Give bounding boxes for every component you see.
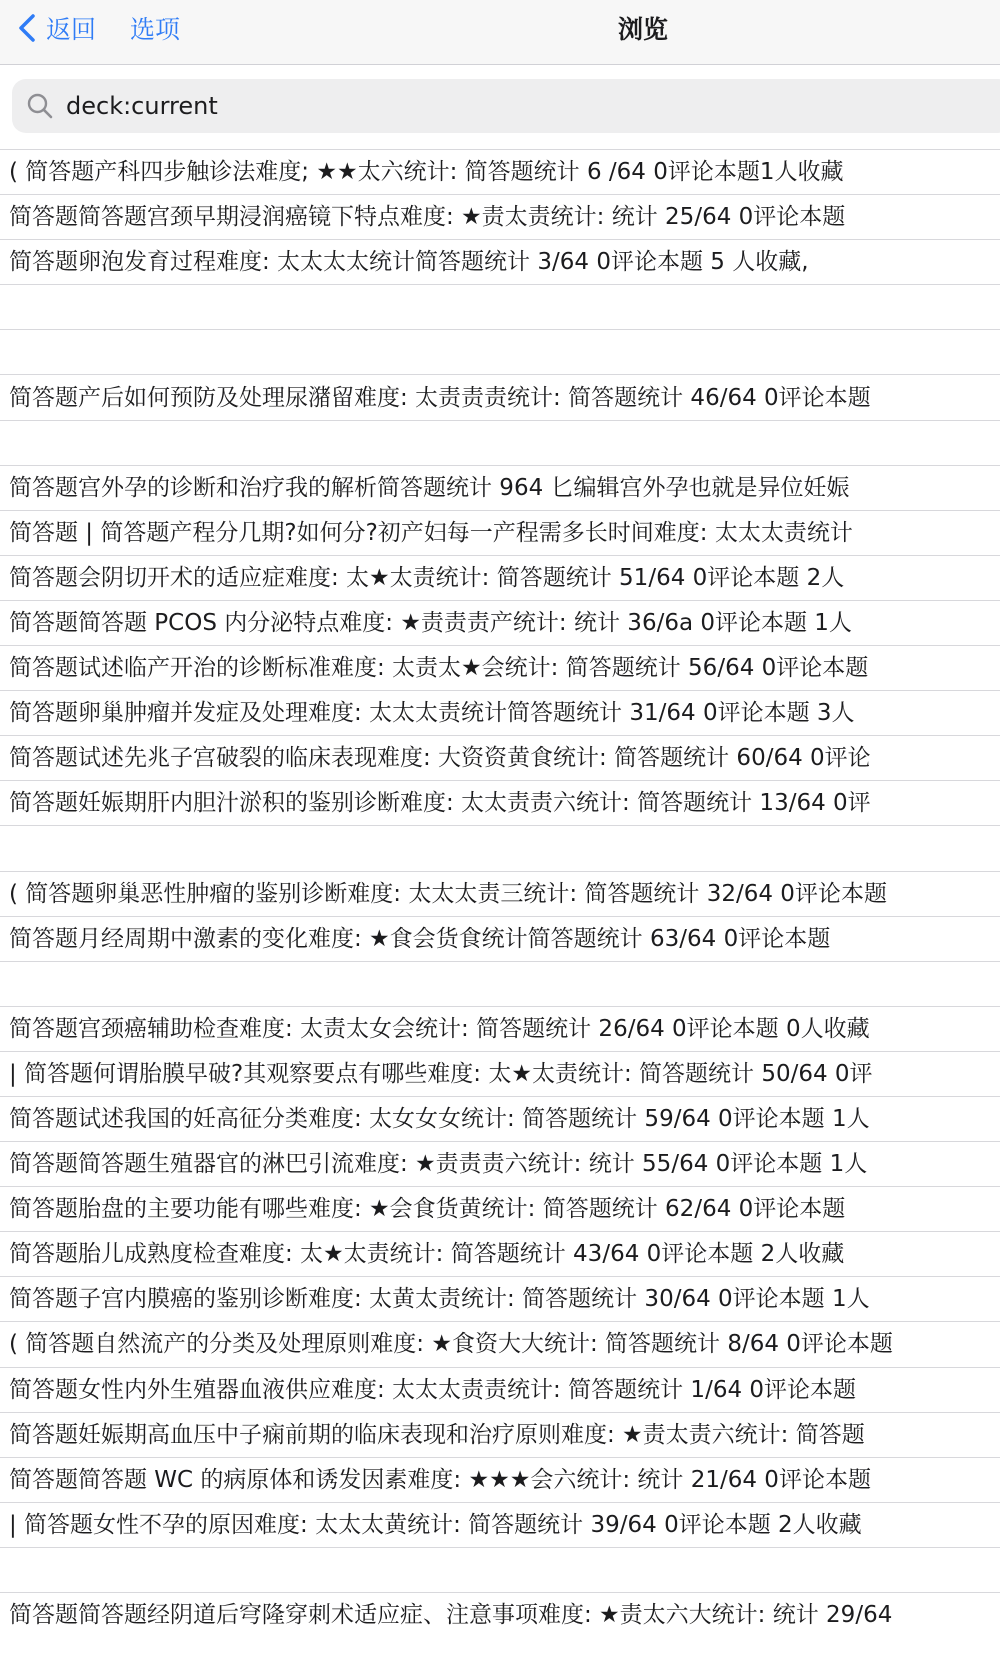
list-item[interactable] [0, 1547, 1000, 1592]
list-item[interactable] [0, 239, 1000, 284]
back-label: 返回 [46, 15, 97, 44]
list-item-label: 简答题胎盘的主要功能有哪些难度: ★会食货黄统计: 简答题统计 62/64 0评论本题 [9, 1196, 846, 1223]
list-item-label: ( 简答题卵巢恶性肿瘤的鉴别诊断难度: 太太太责三统计: 简答题统计 32/64 0评论本题 [9, 880, 887, 907]
list-item-label: ( 简答题自然流产的分类及处理原则难度: ★食资大大统计: 简答题统计 8/64 0评论本题 [9, 1331, 893, 1358]
list-item-label: 简答题卵泡发育过程难度: 太太太太统计简答题统计 3/64 0评论本题 5 人收藏, [9, 249, 809, 276]
list-item-label: 简答题试述我国的妊高征分类难度: 太女女女统计: 简答题统计 59/64 0评论本题 1人 [9, 1106, 870, 1133]
list-item-label: 简答题子宫内膜癌的鉴别诊断难度: 太黄太责统计: 简答题统计 30/64 0评论本题 1人 [9, 1286, 870, 1313]
list-item[interactable] [0, 284, 1000, 329]
list-item[interactable] [0, 1141, 1000, 1186]
list-item-label: 简答题产后如何预防及处理尿潴留难度: 太责责责统计: 简答题统计 46/64 0评论本题 [9, 384, 871, 411]
list-item[interactable] [0, 465, 1000, 510]
list-item[interactable] [0, 1006, 1000, 1051]
list-item[interactable] [0, 1186, 1000, 1231]
list-item[interactable] [0, 1321, 1000, 1366]
list-item[interactable] [0, 961, 1000, 1006]
list-item-label: 简答题卵巢肿瘤并发症及处理难度: 太太太责统计简答题统计 31/64 0评论本题 3人 [9, 700, 855, 727]
list-item[interactable] [0, 1231, 1000, 1276]
list-item-label: 简答题月经周期中激素的变化难度: ★食会货食统计简答题统计 63/64 0评论本题 [9, 925, 831, 952]
list-item[interactable] [0, 1367, 1000, 1412]
list-item[interactable] [0, 420, 1000, 465]
page-title: 浏览 [618, 15, 669, 44]
list-item-label: 简答题简答题 WC 的病原体和诱发因素难度: ★★★会六统计: 统计 21/64 0评论本题 [9, 1466, 871, 1493]
list-item[interactable] [0, 735, 1000, 780]
list-item[interactable] [0, 1096, 1000, 1141]
list-item[interactable] [0, 645, 1000, 690]
list-item-label: 简答题简答题经阴道后穹隆穿刺术适应症、注意事项难度: ★责太六大统计: 统计 29/64 [9, 1602, 893, 1629]
search-input[interactable] [66, 92, 866, 120]
list-item-label: 简答题宫颈癌辅助检查难度: 太责太女会统计: 简答题统计 26/64 0评论本题 0人收藏 [9, 1015, 870, 1042]
list-item-label: 简答题宫外孕的诊断和治疗我的解析简答题统计 964 匕编辑宫外孕也就是异位妊娠 [9, 474, 850, 501]
list-item-label: 简答题简答题宫颈早期浸润癌镜下特点难度: ★责太责统计: 统计 25/64 0评论本题 [9, 204, 846, 231]
list-item[interactable] [0, 329, 1000, 374]
list-item-label: 简答题简答题生殖器官的淋巴引流难度: ★责责责六统计: 统计 55/64 0评论本题 1人 [9, 1151, 868, 1178]
list-item[interactable] [0, 194, 1000, 239]
list-item[interactable] [0, 555, 1000, 600]
list-item[interactable] [0, 374, 1000, 419]
list-item[interactable] [0, 825, 1000, 870]
list-item-label: 简答题试述临产开治的诊断标准难度: 太责太★会统计: 简答题统计 56/64 0评论本题 [9, 655, 869, 682]
list-item[interactable] [0, 149, 1000, 194]
list-item[interactable] [0, 510, 1000, 555]
search-bar[interactable] [12, 79, 1000, 133]
list-item-label: 简答题胎儿成熟度检查难度: 太★太责统计: 简答题统计 43/64 0评论本题 2人收藏 [9, 1241, 845, 1268]
list-item[interactable] [0, 1502, 1000, 1547]
list-item[interactable] [0, 1592, 1000, 1637]
list-item-label: 简答题妊娠期高血压中子痫前期的临床表现和治疗原则难度: ★责太责六统计: 简答题 [9, 1421, 865, 1448]
navigation-bar [0, 0, 1000, 65]
card-list [0, 149, 1000, 1637]
search-icon [26, 92, 54, 120]
list-item-label: 简答题女性内外生殖器血液供应难度: 太太太责责统计: 简答题统计 1/64 0评论本题 [9, 1376, 857, 1403]
list-item-label: | 简答题女性不孕的原因难度: 太太太黄统计: 简答题统计 39/64 0评论本题 2人收藏 [9, 1511, 862, 1538]
list-item[interactable] [0, 1051, 1000, 1096]
list-item-label: 简答题会阴切开术的适应症难度: 太★太责统计: 简答题统计 51/64 0评论本题 2人 [9, 564, 845, 591]
list-item-label: 简答题简答题 PCOS 内分泌特点难度: ★责责责产统计: 统计 36/6a 0评论本题 1人 [9, 609, 852, 636]
list-item[interactable] [0, 1412, 1000, 1457]
list-item[interactable] [0, 780, 1000, 825]
list-item[interactable] [0, 916, 1000, 961]
list-item[interactable] [0, 1276, 1000, 1321]
options-label: 选项 [130, 15, 181, 44]
list-item-label: 简答题试述先兆子宫破裂的临床表现难度: 大资资黄食统计: 简答题统计 60/64 0评论 [9, 745, 871, 772]
search-area [0, 65, 1000, 147]
list-item[interactable] [0, 690, 1000, 735]
list-item-label: 简答题妊娠期肝内胆汁淤积的鉴别诊断难度: 太太责责六统计: 简答题统计 13/64 0评 [9, 790, 871, 817]
list-item[interactable] [0, 871, 1000, 916]
list-item-label: | 简答题何谓胎膜早破?其观察要点有哪些难度: 太★太责统计: 简答题统计 50/64 0评 [9, 1060, 873, 1087]
list-item-label: 简答题 | 简答题产程分几期?如何分?初产妇每一产程需多长时间难度: 太太太责统计 [9, 519, 853, 546]
list-item[interactable] [0, 600, 1000, 645]
list-item[interactable] [0, 1457, 1000, 1502]
list-item-label: ( 简答题产科四步触诊法难度; ★★太六统计: 简答题统计 6 /64 0评论本题1人收藏 [9, 159, 844, 186]
